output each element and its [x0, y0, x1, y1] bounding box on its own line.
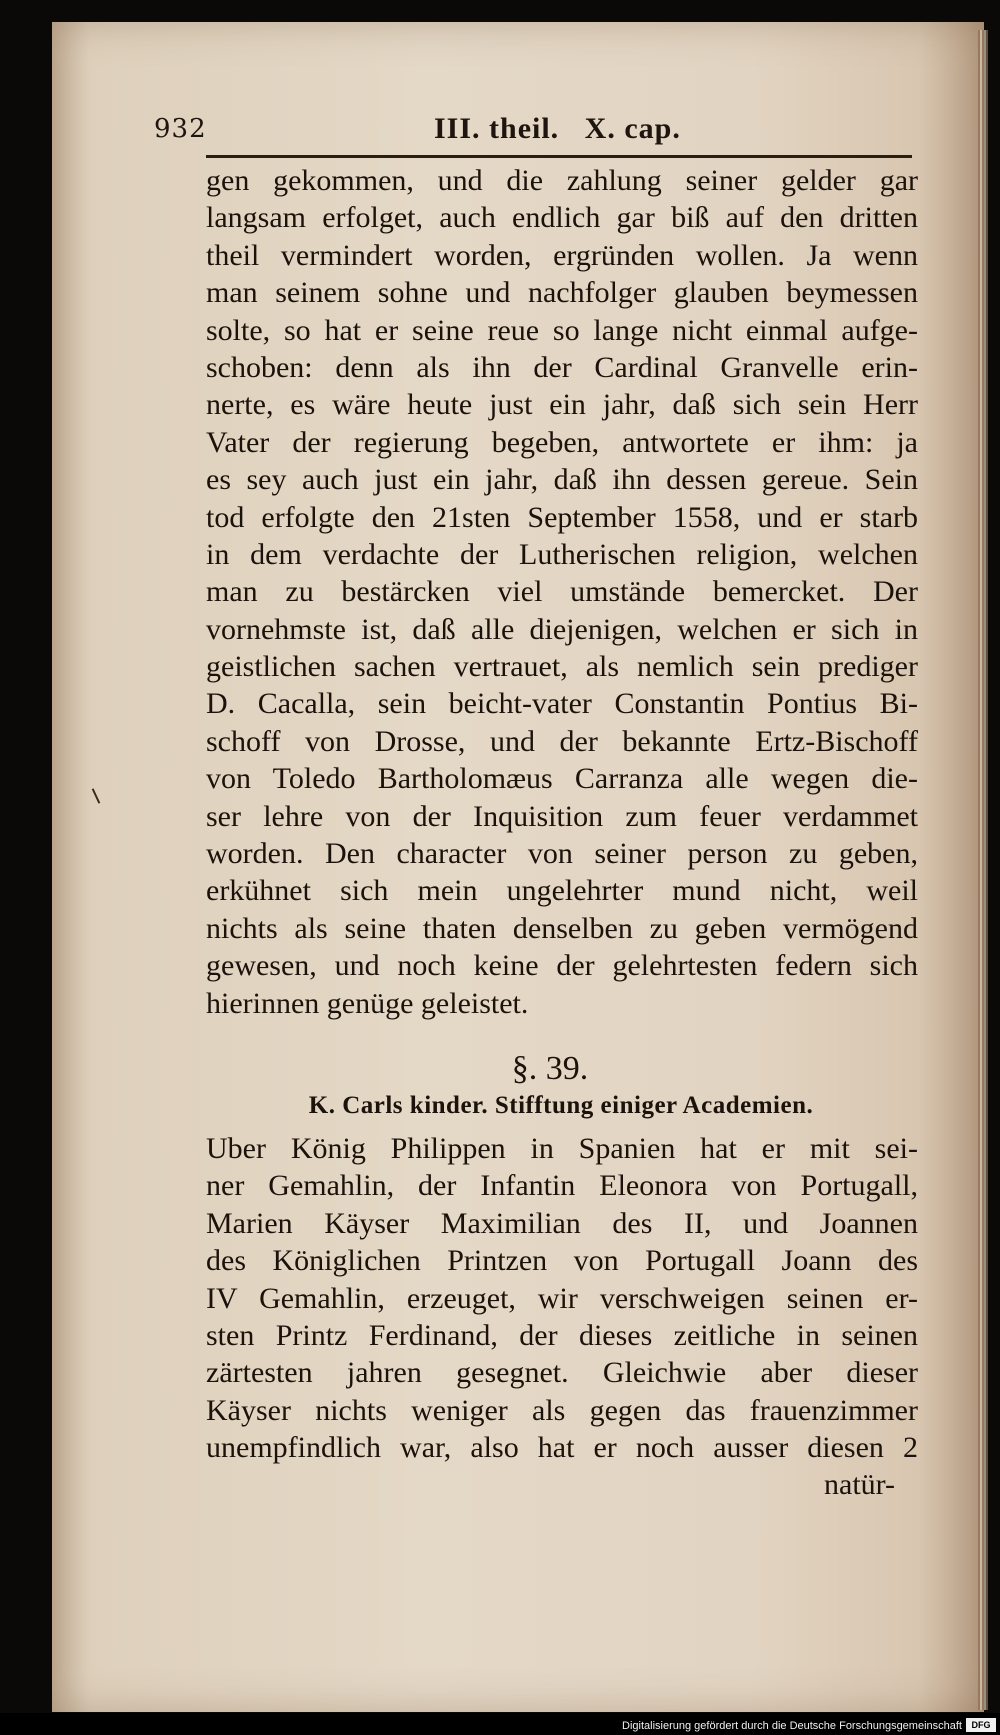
text-line: zärtesten jahren gesegnet. Gleichwie aber dieser [206, 1356, 918, 1390]
text-line: von Toledo Bartholomæus Carranza alle wegen die- [206, 762, 918, 796]
text-line: des Königlichen Printzen von Portugall Joann des [206, 1244, 918, 1278]
text-line: nerte, es wäre heute just ein jahr, daß sich sein Herr [206, 388, 918, 422]
text-line: theil vermindert worden, ergründen wollen. Ja wenn [206, 238, 918, 272]
text-line: IV Gemahlin, erzeuget, wir verschweigen seinen er- [206, 1281, 918, 1315]
running-head: III. theil. X. cap. [434, 112, 681, 145]
text-line: man zu bestärcken viel umstände bemercket. Der [206, 575, 918, 609]
page-edge [978, 30, 988, 1710]
text-line: langsam erfolget, auch endlich gar biß auf den dritten [206, 201, 918, 235]
text-line: Marien Käyser Maximilian des II, und Joannen [206, 1206, 918, 1240]
text-line: nichts als seine thaten denselben zu geben vermögend [206, 911, 918, 945]
text-line: ner Gemahlin, der Infantin Eleonora von Portugall, [206, 1169, 918, 1203]
body-text-2 [206, 1130, 918, 1467]
text-line: solte, so hat er seine reue so lange nicht einmal aufge- [206, 313, 918, 347]
catchword: natür- [824, 1468, 896, 1501]
text-line: vornehmste ist, daß alle diejenigen, welchen er sich in [206, 612, 918, 646]
text-line: geistlichen sachen vertrauet, als nemlich sein prediger [206, 650, 918, 684]
header-rule [206, 155, 912, 158]
text-line: schoff von Drosse, und der bekannte Ertz-Bischoff [206, 724, 918, 758]
page-number: 932 [154, 114, 207, 144]
text-line: hierinnen genüge geleistet. [206, 986, 529, 1020]
dfg-logo: DFG [966, 1718, 996, 1732]
text-line: D. Cacalla, sein beicht-vater Constantin Pontius Bi- [206, 687, 918, 721]
text-line: man seinem sohne und nachfolger glauben beymessen [206, 276, 918, 310]
text-line: unempfindlich war, also hat er noch ausser diesen 2 [206, 1431, 918, 1465]
text-line: schoben: denn als ihn der Cardinal Granvelle erin- [206, 350, 918, 384]
text-line: in dem verdachte der Lutherischen religion, welchen [206, 537, 918, 571]
text-line: worden. Den character von seiner person zu geben, [206, 837, 918, 871]
text-line: tod erfolgte den 21sten September 1558, und er starb [206, 500, 918, 534]
footer-credit: Digitalisierung gefördert durch die Deutsche Forschungsgemeinschaft [622, 1720, 962, 1732]
text-line: Käyser nichts weniger als gegen das frauenzimmer [206, 1393, 918, 1427]
text-line: Uber König Philippen in Spanien hat er mit sei- [206, 1132, 918, 1165]
text-line: es sey auch just ein jahr, daß ihn dessen gereue. Sein [206, 463, 918, 497]
text-line: gewesen, und noch keine der gelehrtesten federn sich [206, 949, 918, 983]
text-line: sten Printz Ferdinand, der dieses zeitliche in seinen [206, 1318, 918, 1352]
footer-band [0, 1713, 1000, 1735]
text-line: erkühnet sich mein ungelehrter mund nicht, weil [206, 874, 918, 908]
page-header [154, 108, 914, 148]
section-title: K. Carls kinder. Stifftung einiger Academien. [308, 1092, 814, 1119]
section-number: §. 39. [511, 1050, 589, 1087]
text-line: ser lehre von der Inquisition zum feuer verdammet [206, 799, 918, 833]
text-line: gen gekommen, und die zahlung seiner gelder gar [206, 164, 918, 197]
text-line: Vater der regierung begeben, antwortete er ihm: ja [206, 425, 918, 459]
body-text-1 [206, 162, 918, 1022]
